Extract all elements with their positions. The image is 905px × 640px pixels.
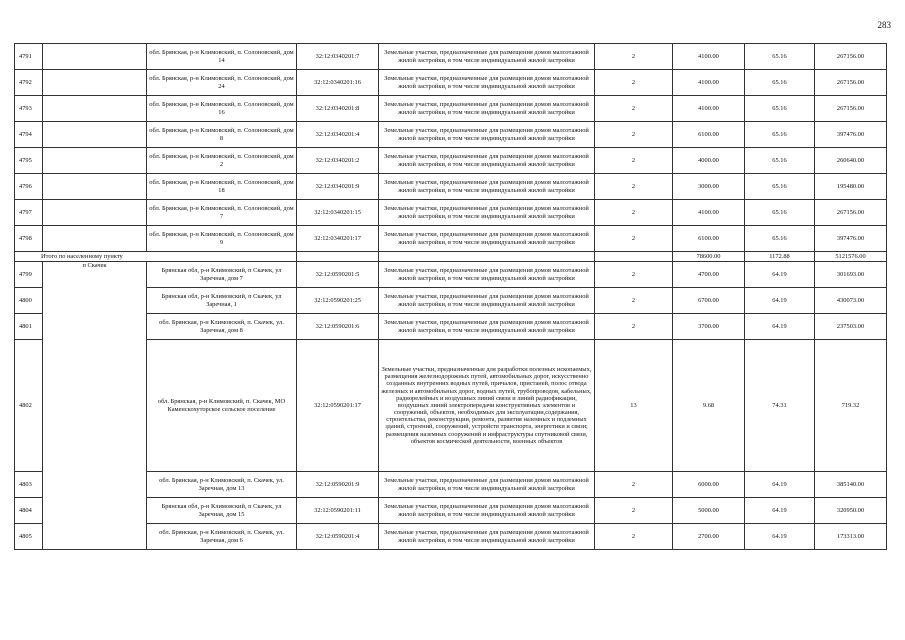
group-cell: 2 xyxy=(595,96,673,122)
area-cell: 4100.00 xyxy=(673,96,745,122)
row-number: 4804 xyxy=(15,498,43,524)
address-cell: обл. Брянская, р-н Климовский, п. Солоновский, дом 9 xyxy=(147,226,297,252)
rate-cell: 65.16 xyxy=(745,226,815,252)
area-cell: 3700.00 xyxy=(673,314,745,340)
rate-cell: 74.31 xyxy=(745,340,815,472)
rate-cell: 65.16 xyxy=(745,200,815,226)
cadastral-number-cell: 32:12:0340201:4 xyxy=(297,122,379,148)
address-cell: Брянская обл, р-н Климовский, п Скачек, ул Заречная, 1 xyxy=(147,288,297,314)
locality-name: п Скачек xyxy=(43,262,147,550)
rate-cell: 64.19 xyxy=(745,262,815,288)
row-number: 4791 xyxy=(15,44,43,70)
land-use-cell: Земельные участки, предназначенные для размещения домов малоэтажной жилой застройки, в том числе индивидуальной жилой застройки xyxy=(379,148,595,174)
cadastral-number-cell: 32:12:0340201:17 xyxy=(297,226,379,252)
page-number: 283 xyxy=(877,20,891,30)
row-number: 4802 xyxy=(15,340,43,472)
address-cell: обл. Брянская, р-н Климовский, п. Солоновский, дом 16 xyxy=(147,96,297,122)
value-cell: 267156.00 xyxy=(815,70,887,96)
total-label: Итого по населенному пункту xyxy=(15,252,297,262)
value-cell: 397476.00 xyxy=(815,122,887,148)
area-cell: 4100.00 xyxy=(673,44,745,70)
value-cell: 195480.00 xyxy=(815,174,887,200)
land-use-cell: Земельные участки, предназначенные для размещения домов малоэтажной жилой застройки, в том числе индивидуальной жилой застройки xyxy=(379,96,595,122)
value-cell: 719.32 xyxy=(815,340,887,472)
address-cell: обл. Брянская, р-н Климовский, п. Солоновский, дом 18 xyxy=(147,174,297,200)
rate-cell: 64.19 xyxy=(745,498,815,524)
locality-empty xyxy=(43,174,147,200)
group-cell: 2 xyxy=(595,226,673,252)
area-cell: 4000.00 xyxy=(673,148,745,174)
table-row xyxy=(15,148,887,174)
group-cell: 2 xyxy=(595,524,673,550)
group-cell: 2 xyxy=(595,200,673,226)
area-cell: 4100.00 xyxy=(673,200,745,226)
address-cell: обл. Брянская, р-н Климовский, п. Скачек, ул. Заречная, дом 8 xyxy=(147,314,297,340)
row-number: 4803 xyxy=(15,472,43,498)
group-cell: 2 xyxy=(595,44,673,70)
table-row xyxy=(15,70,887,96)
area-cell: 4100.00 xyxy=(673,70,745,96)
cadastral-value-table xyxy=(14,43,887,550)
locality-empty xyxy=(43,96,147,122)
cadastral-number-cell: 32:12:0340201:16 xyxy=(297,70,379,96)
table-row xyxy=(15,96,887,122)
cadastral-number-cell: 32:12:0340201:2 xyxy=(297,148,379,174)
area-cell: 4700.00 xyxy=(673,262,745,288)
locality-empty xyxy=(43,200,147,226)
total-row xyxy=(15,252,887,262)
area-cell: 6700.00 xyxy=(673,288,745,314)
cadastral-number-cell: 32:12:0590201:25 xyxy=(297,288,379,314)
land-use-cell: Земельные участки, предназначенные для размещения домов малоэтажной жилой застройки, в том числе индивидуальной жилой застройки xyxy=(379,262,595,288)
land-use-cell: Земельные участки, предназначенные для размещения домов малоэтажной жилой застройки, в том числе индивидуальной жилой застройки xyxy=(379,44,595,70)
table-row xyxy=(15,174,887,200)
total-empty-group xyxy=(595,252,673,262)
area-cell: 2700.00 xyxy=(673,524,745,550)
group-cell: 2 xyxy=(595,314,673,340)
locality-empty xyxy=(43,44,147,70)
rate-cell: 64.19 xyxy=(745,524,815,550)
row-number: 4796 xyxy=(15,174,43,200)
group-cell: 13 xyxy=(595,340,673,472)
total-value: 5121576.00 xyxy=(815,252,887,262)
value-cell: 260640.00 xyxy=(815,148,887,174)
rate-cell: 65.16 xyxy=(745,96,815,122)
land-use-cell: Земельные участки, предназначенные для размещения домов малоэтажной жилой застройки, в том числе индивидуальной жилой застройки xyxy=(379,288,595,314)
rate-cell: 65.16 xyxy=(745,122,815,148)
table-body-locality-b xyxy=(15,262,887,550)
total-area: 78600.00 xyxy=(673,252,745,262)
value-cell: 267156.00 xyxy=(815,44,887,70)
rate-cell: 64.19 xyxy=(745,288,815,314)
cadastral-number-cell: 32:12:0340201:9 xyxy=(297,174,379,200)
value-cell: 267156.00 xyxy=(815,96,887,122)
address-cell: обл. Брянская, р-н Климовский, п. Скачек, МО Каменскохуторское сельское поселение xyxy=(147,340,297,472)
value-cell: 430073.00 xyxy=(815,288,887,314)
address-cell: обл. Брянская, р-н Климовский, п. Скачек, ул. Заречная, дом 6 xyxy=(147,524,297,550)
value-cell: 385140.00 xyxy=(815,472,887,498)
rate-cell: 64.19 xyxy=(745,472,815,498)
address-cell: обл. Брянская, р-н Климовский, п. Солоновский, дом 2 xyxy=(147,148,297,174)
land-use-cell: Земельные участки, предназначенные для размещения домов малоэтажной жилой застройки, в том числе индивидуальной жилой застройки xyxy=(379,174,595,200)
area-cell: 6100.00 xyxy=(673,226,745,252)
row-number: 4798 xyxy=(15,226,43,252)
land-use-cell: Земельные участки, предназначенные для размещения домов малоэтажной жилой застройки, в том числе индивидуальной жилой застройки xyxy=(379,70,595,96)
row-number: 4794 xyxy=(15,122,43,148)
row-number: 4795 xyxy=(15,148,43,174)
land-use-cell: Земельные участки, предназначенные для размещения домов малоэтажной жилой застройки, в том числе индивидуальной жилой застройки xyxy=(379,524,595,550)
address-cell: Брянская обл, р-н Климовский, п Скачек, ул Заречная, дом 7 xyxy=(147,262,297,288)
land-use-cell: Земельные участки, предназначенные для размещения домов малоэтажной жилой застройки, в том числе индивидуальной жилой застройки xyxy=(379,200,595,226)
table-row xyxy=(15,200,887,226)
group-cell: 2 xyxy=(595,288,673,314)
address-cell: обл. Брянская, р-н Климовский, п. Скачек, ул. Заречная, дом 13 xyxy=(147,472,297,498)
row-number: 4801 xyxy=(15,314,43,340)
area-cell: 3000.00 xyxy=(673,174,745,200)
land-use-cell: Земельные участки, предназначенные для размещения домов малоэтажной жилой застройки, в том числе индивидуальной жилой застройки xyxy=(379,498,595,524)
row-number: 4805 xyxy=(15,524,43,550)
row-number: 4797 xyxy=(15,200,43,226)
cadastral-number-cell: 32:12:0590201:17 xyxy=(297,340,379,472)
row-number: 4792 xyxy=(15,70,43,96)
value-cell: 267156.00 xyxy=(815,200,887,226)
group-cell: 2 xyxy=(595,70,673,96)
land-use-cell: Земельные участки, предназначенные для размещения домов малоэтажной жилой застройки, в том числе индивидуальной жилой застройки xyxy=(379,472,595,498)
rate-cell: 65.16 xyxy=(745,174,815,200)
area-cell: 5000.00 xyxy=(673,498,745,524)
cadastral-number-cell: 32:12:0590201:11 xyxy=(297,498,379,524)
group-cell: 2 xyxy=(595,262,673,288)
total-empty-use xyxy=(379,252,595,262)
cadastral-number-cell: 32:12:0340201:7 xyxy=(297,44,379,70)
group-cell: 2 xyxy=(595,498,673,524)
cadastral-number-cell: 32:12:0590201:9 xyxy=(297,472,379,498)
cadastral-number-cell: 32:12:0590201:6 xyxy=(297,314,379,340)
rate-cell: 65.16 xyxy=(745,148,815,174)
land-use-cell: Земельные участки, предназначенные для размещения домов малоэтажной жилой застройки, в том числе индивидуальной жилой застройки xyxy=(379,122,595,148)
group-cell: 2 xyxy=(595,472,673,498)
address-cell: обл. Брянская, р-н Климовский, п. Солоновский, дом 8 xyxy=(147,122,297,148)
area-cell: 6000.00 xyxy=(673,472,745,498)
address-cell: Брянская обл, р-н Климовский, п Скачек, ул Заречная, дом 15 xyxy=(147,498,297,524)
locality-empty xyxy=(43,148,147,174)
row-number: 4793 xyxy=(15,96,43,122)
table-row xyxy=(15,122,887,148)
value-cell: 397476.00 xyxy=(815,226,887,252)
value-cell: 237503.00 xyxy=(815,314,887,340)
value-cell: 320950.00 xyxy=(815,498,887,524)
cadastral-number-cell: 32:12:0590201:5 xyxy=(297,262,379,288)
address-cell: обл. Брянская, р-н Климовский, п. Солоновский, дом 7 xyxy=(147,200,297,226)
row-number: 4799 xyxy=(15,262,43,288)
address-cell: обл. Брянская, р-н Климовский, п. Солоновский, дом 14 xyxy=(147,44,297,70)
row-number: 4800 xyxy=(15,288,43,314)
table-row xyxy=(15,262,887,288)
cadastral-number-cell: 32:12:0590201:4 xyxy=(297,524,379,550)
land-use-cell: Земельные участки, предназначенные для размещения домов малоэтажной жилой застройки, в том числе индивидуальной жилой застройки xyxy=(379,226,595,252)
value-cell: 173313.00 xyxy=(815,524,887,550)
total-empty-cad xyxy=(297,252,379,262)
rate-cell: 64.19 xyxy=(745,314,815,340)
address-cell: обл. Брянская, р-н Климовский, п. Солоновский, дом 24 xyxy=(147,70,297,96)
total-rate: 1172.88 xyxy=(745,252,815,262)
locality-empty xyxy=(43,70,147,96)
land-use-cell: Земельные участки, предназначенные для разработки полезных ископаемых, размещения железнодорожных путей, автомобильных дорог, искусственно созданных внутренних водных путей, причалов, пристаней, полос отвода железных и автомобильных дорог, водных путей, трубопроводов, кабельных, радиорелейных и воздушных линий связи и линий радиофикации, воздушных линий электропередачи конструктивных элементов и сооружений, объектов, необходимых для эксплуатации,содержания, строительства, реконструкции, ремонта, развития наземных и подземных зданий, строений, сооружений, устройств транспорта, энергетики и связи; размещения наземных сооружений и инфраструктуры спутниковой связи, объектов космической деятельности, военных объектов xyxy=(379,340,595,472)
table-row xyxy=(15,226,887,252)
group-cell: 2 xyxy=(595,148,673,174)
table-body-locality-a xyxy=(15,44,887,252)
area-cell: 9.68 xyxy=(673,340,745,472)
value-cell: 301693.00 xyxy=(815,262,887,288)
table-total-section xyxy=(15,252,887,262)
locality-empty xyxy=(43,122,147,148)
rate-cell: 65.16 xyxy=(745,70,815,96)
locality-empty xyxy=(43,226,147,252)
group-cell: 2 xyxy=(595,174,673,200)
land-use-cell: Земельные участки, предназначенные для размещения домов малоэтажной жилой застройки, в том числе индивидуальной жилой застройки xyxy=(379,314,595,340)
cadastral-number-cell: 32:12:0340201:8 xyxy=(297,96,379,122)
table-row xyxy=(15,44,887,70)
area-cell: 6100.00 xyxy=(673,122,745,148)
cadastral-number-cell: 32:12:0340201:15 xyxy=(297,200,379,226)
group-cell: 2 xyxy=(595,122,673,148)
rate-cell: 65.16 xyxy=(745,44,815,70)
